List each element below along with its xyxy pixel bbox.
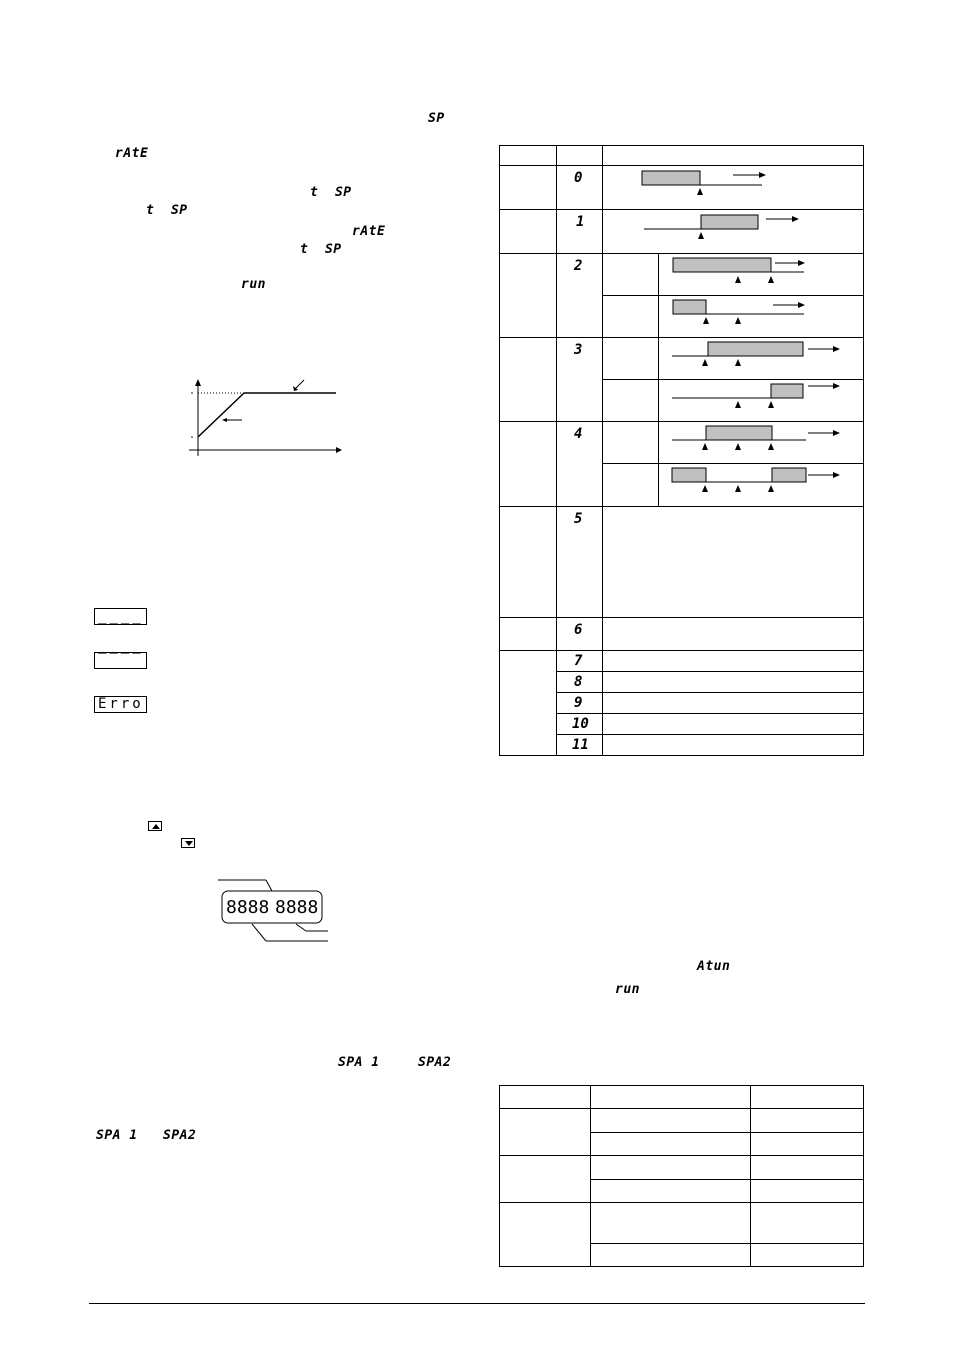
sp-code: SP [428, 111, 445, 126]
t-sp-code: t SP [300, 242, 342, 257]
t-sp-code: t SP [146, 203, 188, 218]
spa1-code: SPA 1 [96, 1128, 138, 1143]
alarm-code-2: 2 [574, 258, 583, 274]
rate-code: rAtE [115, 146, 149, 161]
error-display: Erro [94, 696, 147, 713]
run-code: run [615, 982, 640, 997]
alarm-code-1: 1 [576, 214, 585, 230]
t-sp-code: t SP [310, 185, 352, 200]
run-code: run [241, 277, 266, 292]
overrange-display: ‾‾‾‾ [94, 652, 147, 669]
alarm-code-7: 7 [574, 653, 583, 669]
underrange-display: ____ [94, 608, 147, 625]
alarm-code-6: 6 [574, 622, 583, 638]
atun-code: Atun [697, 959, 731, 974]
alarm-code-4: 4 [574, 426, 583, 442]
lcd-right-digits: 8888 [275, 897, 319, 918]
alarm-code-0: 0 [574, 170, 583, 186]
alarm-code-3: 3 [574, 342, 583, 358]
spa2-code: SPA2 [163, 1128, 197, 1143]
alarm-code-9: 9 [574, 695, 583, 711]
rate-code: rAtE [352, 224, 386, 239]
alarm-code-11: 11 [572, 737, 589, 753]
lcd-left-digits: 8888 [226, 897, 270, 918]
alarm-code-8: 8 [574, 674, 583, 690]
alarm-code-10: 10 [572, 716, 589, 732]
spa1-code: SPA 1 [338, 1055, 380, 1070]
alarm-code-5: 5 [574, 511, 583, 527]
footer-rule [89, 1303, 865, 1304]
spa2-code: SPA2 [418, 1055, 452, 1070]
